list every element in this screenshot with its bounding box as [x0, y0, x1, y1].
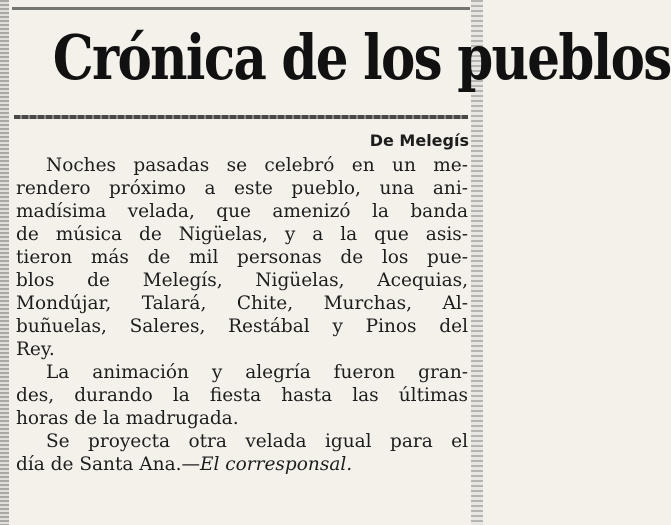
text-line: madísima velada, que amenizó la banda	[16, 201, 468, 222]
byline: De Melegís	[369, 131, 469, 150]
text-line: buñuelas, Saleres, Restábal y Pinos del	[16, 316, 468, 337]
text-line-final	[16, 453, 468, 476]
text-line: rendero próximo a este pueblo, una ani-	[16, 178, 468, 199]
signature: El corresponsal.	[200, 454, 353, 475]
final-line-text: día de Santa Ana.—	[16, 454, 200, 475]
headline-rule	[14, 115, 468, 119]
text-line: Noches pasadas se celebró en un me-	[46, 155, 468, 176]
text-line: Rey.	[16, 339, 55, 360]
text-line: de música de Nigüelas, y a la que asis-	[16, 224, 468, 245]
article-body	[16, 154, 468, 476]
top-rule	[12, 7, 470, 10]
text-line: des, durando la fiesta hasta las últimas	[16, 385, 468, 406]
text-line: tieron más de mil personas de los pue-	[16, 247, 468, 268]
text-line: horas de la madrugada.	[16, 408, 239, 429]
text-line: Mondújar, Talará, Chite, Murchas, Al-	[16, 293, 468, 314]
text-line: La animación y alegría fueron gran-	[46, 362, 468, 383]
left-border	[0, 0, 9, 525]
text-line: blos de Melegís, Nigüelas, Acequias,	[16, 270, 468, 291]
text-line: Se proyecta otra velada igual para el	[46, 431, 468, 452]
headline: Crónica de los pueblos	[52, 21, 671, 94]
